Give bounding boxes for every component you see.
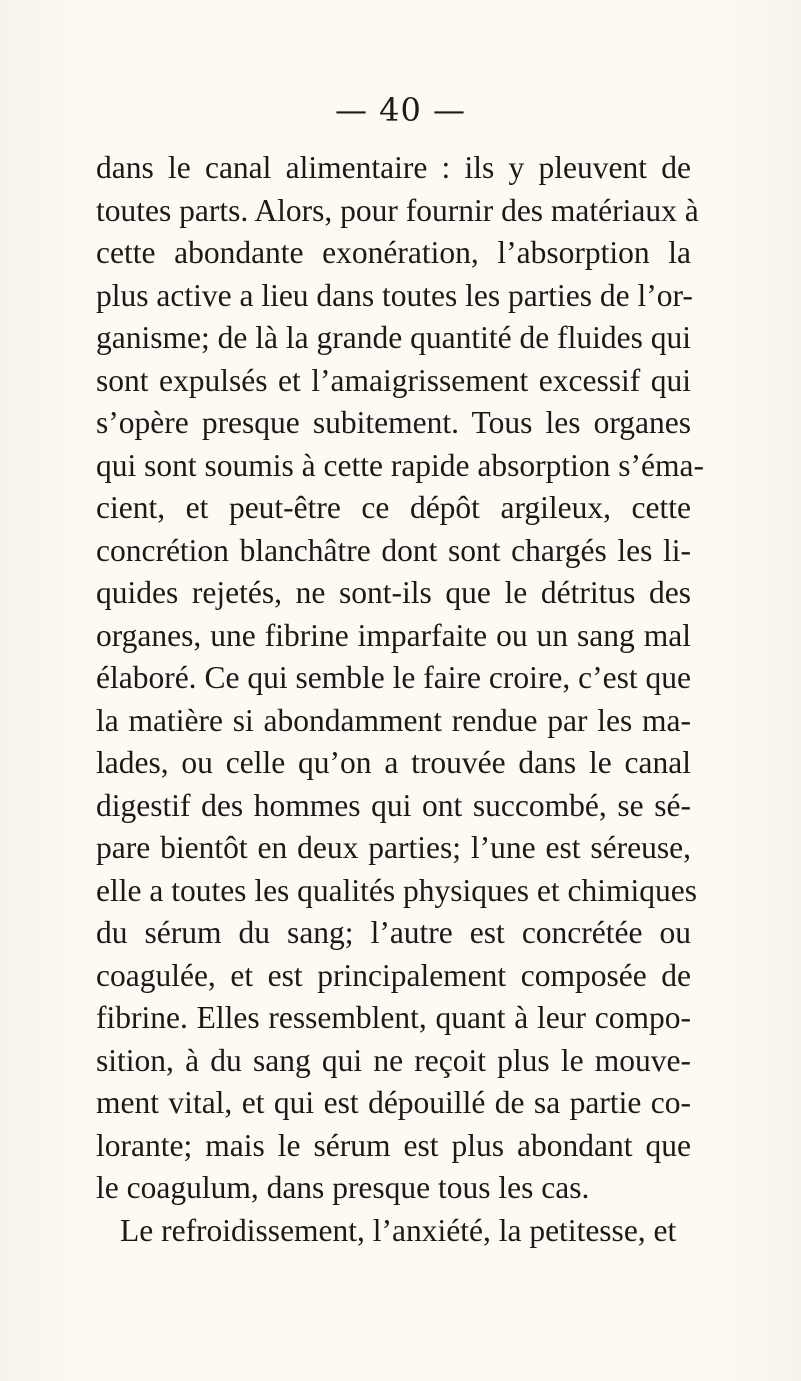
text-line: ganisme; de là la grande quantité de fluides qui — [96, 320, 691, 355]
text-line: coagulée, et est principalement composée de — [96, 957, 691, 993]
text-line: toutes parts. Alors, pour fournir des matériaux à — [96, 192, 699, 228]
text-line: sition, à du sang qui ne reçoit plus le mouve- — [96, 1042, 691, 1078]
text-line: s’opère presque subitement. Tous les organes — [96, 405, 691, 440]
text-line: sont expulsés et l’amaigrissement excessif qui — [96, 362, 691, 398]
text-line: cette abondante exonération, l’absorption la — [96, 235, 691, 270]
text-line: organes, une fibrine imparfaite ou un sang mal — [96, 617, 691, 653]
page-number: — 40 — — [334, 91, 467, 129]
text-line: qui sont soumis à cette rapide absorption s’éma- — [96, 447, 704, 483]
text-line: ment vital, et qui est dépouillé de sa partie co- — [96, 1085, 691, 1120]
text-line: Le refroidissement, l’anxiété, la petitesse, et — [120, 1212, 677, 1248]
text-line: digestif des hommes qui ont succombé, se sé- — [96, 787, 691, 823]
text-line: lades, ou celle qu’on a trouvée dans le canal — [96, 745, 691, 780]
text-line: du sérum du sang; l’autre est concrétée ou — [96, 915, 691, 950]
text-line: pare bientôt en deux parties; l’une est séreuse, — [96, 830, 691, 865]
text-line: dans le canal alimentaire : ils y pleuvent de — [96, 150, 691, 185]
text-line: concrétion blanchâtre dont sont chargés les li- — [96, 532, 691, 568]
text-line: fibrine. Elles ressemblent, quant à leur compo- — [96, 1000, 691, 1035]
text-line: lorante; mais le sérum est plus abondant que — [96, 1127, 691, 1163]
text-line: la matière si abondamment rendue par les ma- — [96, 702, 691, 738]
text-line: quides rejetés, ne sont-ils que le détritus des — [96, 575, 691, 610]
text-line: le coagulum, dans presque tous les cas. — [96, 1170, 590, 1205]
text-line: cient, et peut-être ce dépôt argileux, cette — [96, 490, 691, 525]
text-line: plus active a lieu dans toutes les parties de l’or- — [96, 277, 693, 313]
text-line: élaboré. Ce qui semble le faire croire, c’est que — [96, 660, 691, 695]
body-text — [96, 147, 704, 1252]
text-line: elle a toutes les qualités physiques et chimiques — [96, 872, 697, 908]
